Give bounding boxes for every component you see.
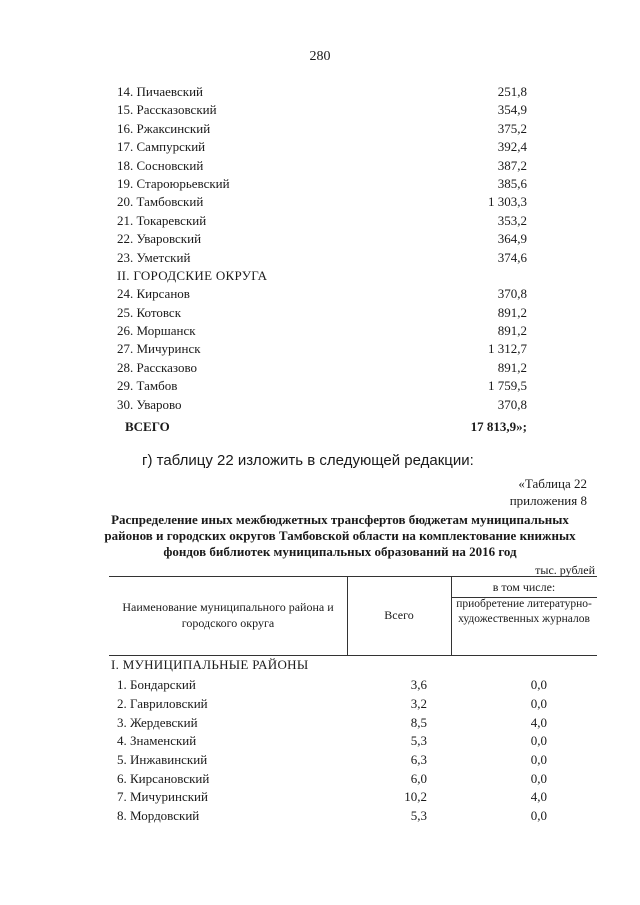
row-value: 364,9	[497, 231, 527, 247]
row-journals: 0,0	[530, 751, 547, 767]
table-title: Распределение иных межбюджетных трансфертов бюджетам муниципальных районов и городских округов Тамбовской области на комплектование книжных фондов библиотек муниципальных образований на 2016 год	[104, 512, 576, 559]
row-journals: 4,0	[530, 714, 547, 730]
row-total: 6,0	[410, 770, 427, 786]
table-row	[117, 285, 527, 303]
row-name: 26. Моршанск	[117, 323, 196, 339]
section-heading-municipal-districts: I. МУНИЦИПАЛЬНЫЕ РАЙОНЫ	[111, 657, 309, 672]
row-total: 3,2	[410, 695, 427, 711]
table-row	[117, 732, 587, 751]
row-journals: 0,0	[530, 808, 547, 823]
row-name: 16. Ржаксинский	[117, 120, 211, 136]
row-name: 15. Рассказовский	[117, 102, 217, 118]
row-total: 10,2	[404, 789, 427, 805]
row-total: 5,3	[410, 808, 427, 823]
row-name: 22. Уваровский	[117, 231, 202, 247]
row-journals: 0,0	[530, 733, 547, 749]
table-row	[117, 101, 527, 119]
row-value: 891,2	[497, 359, 527, 375]
amendment-instruction: г) таблицу 22 изложить в следующей редакции:	[142, 452, 474, 469]
table-row	[117, 714, 587, 733]
row-journals: 0,0	[530, 770, 547, 786]
table-row	[117, 807, 587, 826]
row-value: 374,6	[497, 249, 527, 265]
row-name: 17. Сампурский	[117, 139, 206, 155]
total-row	[117, 418, 527, 436]
table-row	[117, 770, 587, 789]
table-row	[117, 304, 527, 322]
table-row	[117, 193, 527, 211]
row-value: 354,9	[497, 102, 527, 118]
row-name: 18. Сосновский	[117, 157, 204, 173]
table-row	[117, 359, 527, 377]
row-name: 25. Котовск	[117, 304, 182, 320]
row-name: 30. Уварово	[117, 396, 182, 412]
table-row	[117, 788, 587, 807]
table-row	[117, 396, 527, 414]
row-total: 6,3	[410, 751, 427, 767]
row-name: 24. Кирсанов	[117, 286, 190, 302]
row-value: 387,2	[497, 157, 527, 173]
table-row	[117, 212, 527, 230]
total-value: 17 813,9»;	[470, 419, 527, 435]
header-name-column: Наименование муниципального района и городского округа	[122, 600, 334, 630]
row-name: 7. Мичуринский	[117, 789, 208, 805]
row-name: 6. Кирсановский	[117, 770, 210, 786]
row-value: 370,8	[497, 396, 527, 412]
row-name: 19. Староюрьевский	[117, 175, 230, 191]
district-rows	[117, 83, 527, 267]
table-reference-line1: «Таблица 22	[518, 476, 587, 491]
row-value: 385,6	[497, 175, 527, 191]
row-name: 29. Тамбов	[117, 378, 178, 394]
row-value: 353,2	[497, 212, 527, 228]
table-row	[117, 138, 527, 156]
table-row	[117, 249, 527, 267]
row-value: 375,2	[497, 120, 527, 136]
row-value: 392,4	[497, 139, 527, 155]
row-name: 5. Инжавинский	[117, 751, 208, 767]
table-header	[109, 576, 597, 656]
table-row	[117, 340, 527, 358]
header-total-column: Всего	[384, 608, 414, 622]
row-name: 8. Мордовский	[117, 808, 200, 823]
row-name: 21. Токаревский	[117, 212, 207, 228]
row-journals: 0,0	[530, 677, 547, 693]
row-total: 3,6	[410, 677, 427, 693]
row-name: 27. Мичуринск	[117, 341, 201, 357]
distribution-table-body	[111, 656, 587, 826]
row-value: 1 312,7	[488, 341, 527, 357]
table-reference-line2: приложения 8	[509, 493, 587, 508]
row-value: 891,2	[497, 323, 527, 339]
allocation-list-continued	[117, 83, 527, 436]
table-row	[117, 120, 527, 138]
row-name: 4. Знаменский	[117, 733, 197, 749]
table-row	[117, 695, 587, 714]
header-including: в том числе:	[451, 580, 597, 598]
row-value: 1 303,3	[488, 194, 527, 210]
row-journals: 4,0	[530, 789, 547, 805]
table-row	[117, 377, 527, 395]
row-journals: 0,0	[530, 695, 547, 711]
row-total: 8,5	[410, 714, 427, 730]
row-value: 891,2	[497, 304, 527, 320]
table-row	[117, 230, 527, 248]
total-label: ВСЕГО	[125, 419, 170, 435]
city-district-rows	[117, 285, 527, 414]
row-value: 1 759,5	[488, 378, 527, 394]
row-total: 5,3	[410, 733, 427, 749]
municipal-district-rows	[117, 676, 587, 826]
table-reference	[510, 475, 587, 509]
table-row	[117, 676, 587, 695]
row-name: 20. Тамбовский	[117, 194, 204, 210]
row-name: 1. Бондарский	[117, 677, 196, 693]
table-row	[117, 322, 527, 340]
table-row	[117, 751, 587, 770]
row-value: 251,8	[497, 84, 527, 99]
row-name: 28. Рассказово	[117, 359, 198, 375]
units-label: тыс. рублей	[535, 563, 595, 577]
table-row	[117, 157, 527, 175]
row-value: 370,8	[497, 286, 527, 302]
page-number: 280	[309, 49, 331, 64]
table-row	[117, 175, 527, 193]
row-name: 2. Гавриловский	[117, 695, 208, 711]
row-name: 3. Жердевский	[117, 714, 198, 730]
header-journals-column: приобретение литературно-художественных журналов	[456, 598, 592, 625]
table-row	[117, 83, 527, 101]
row-name: 23. Уметский	[117, 249, 191, 265]
section-heading-city-districts: II. ГОРОДСКИЕ ОКРУГА	[117, 267, 268, 283]
row-name: 14. Пичаевский	[117, 84, 203, 99]
